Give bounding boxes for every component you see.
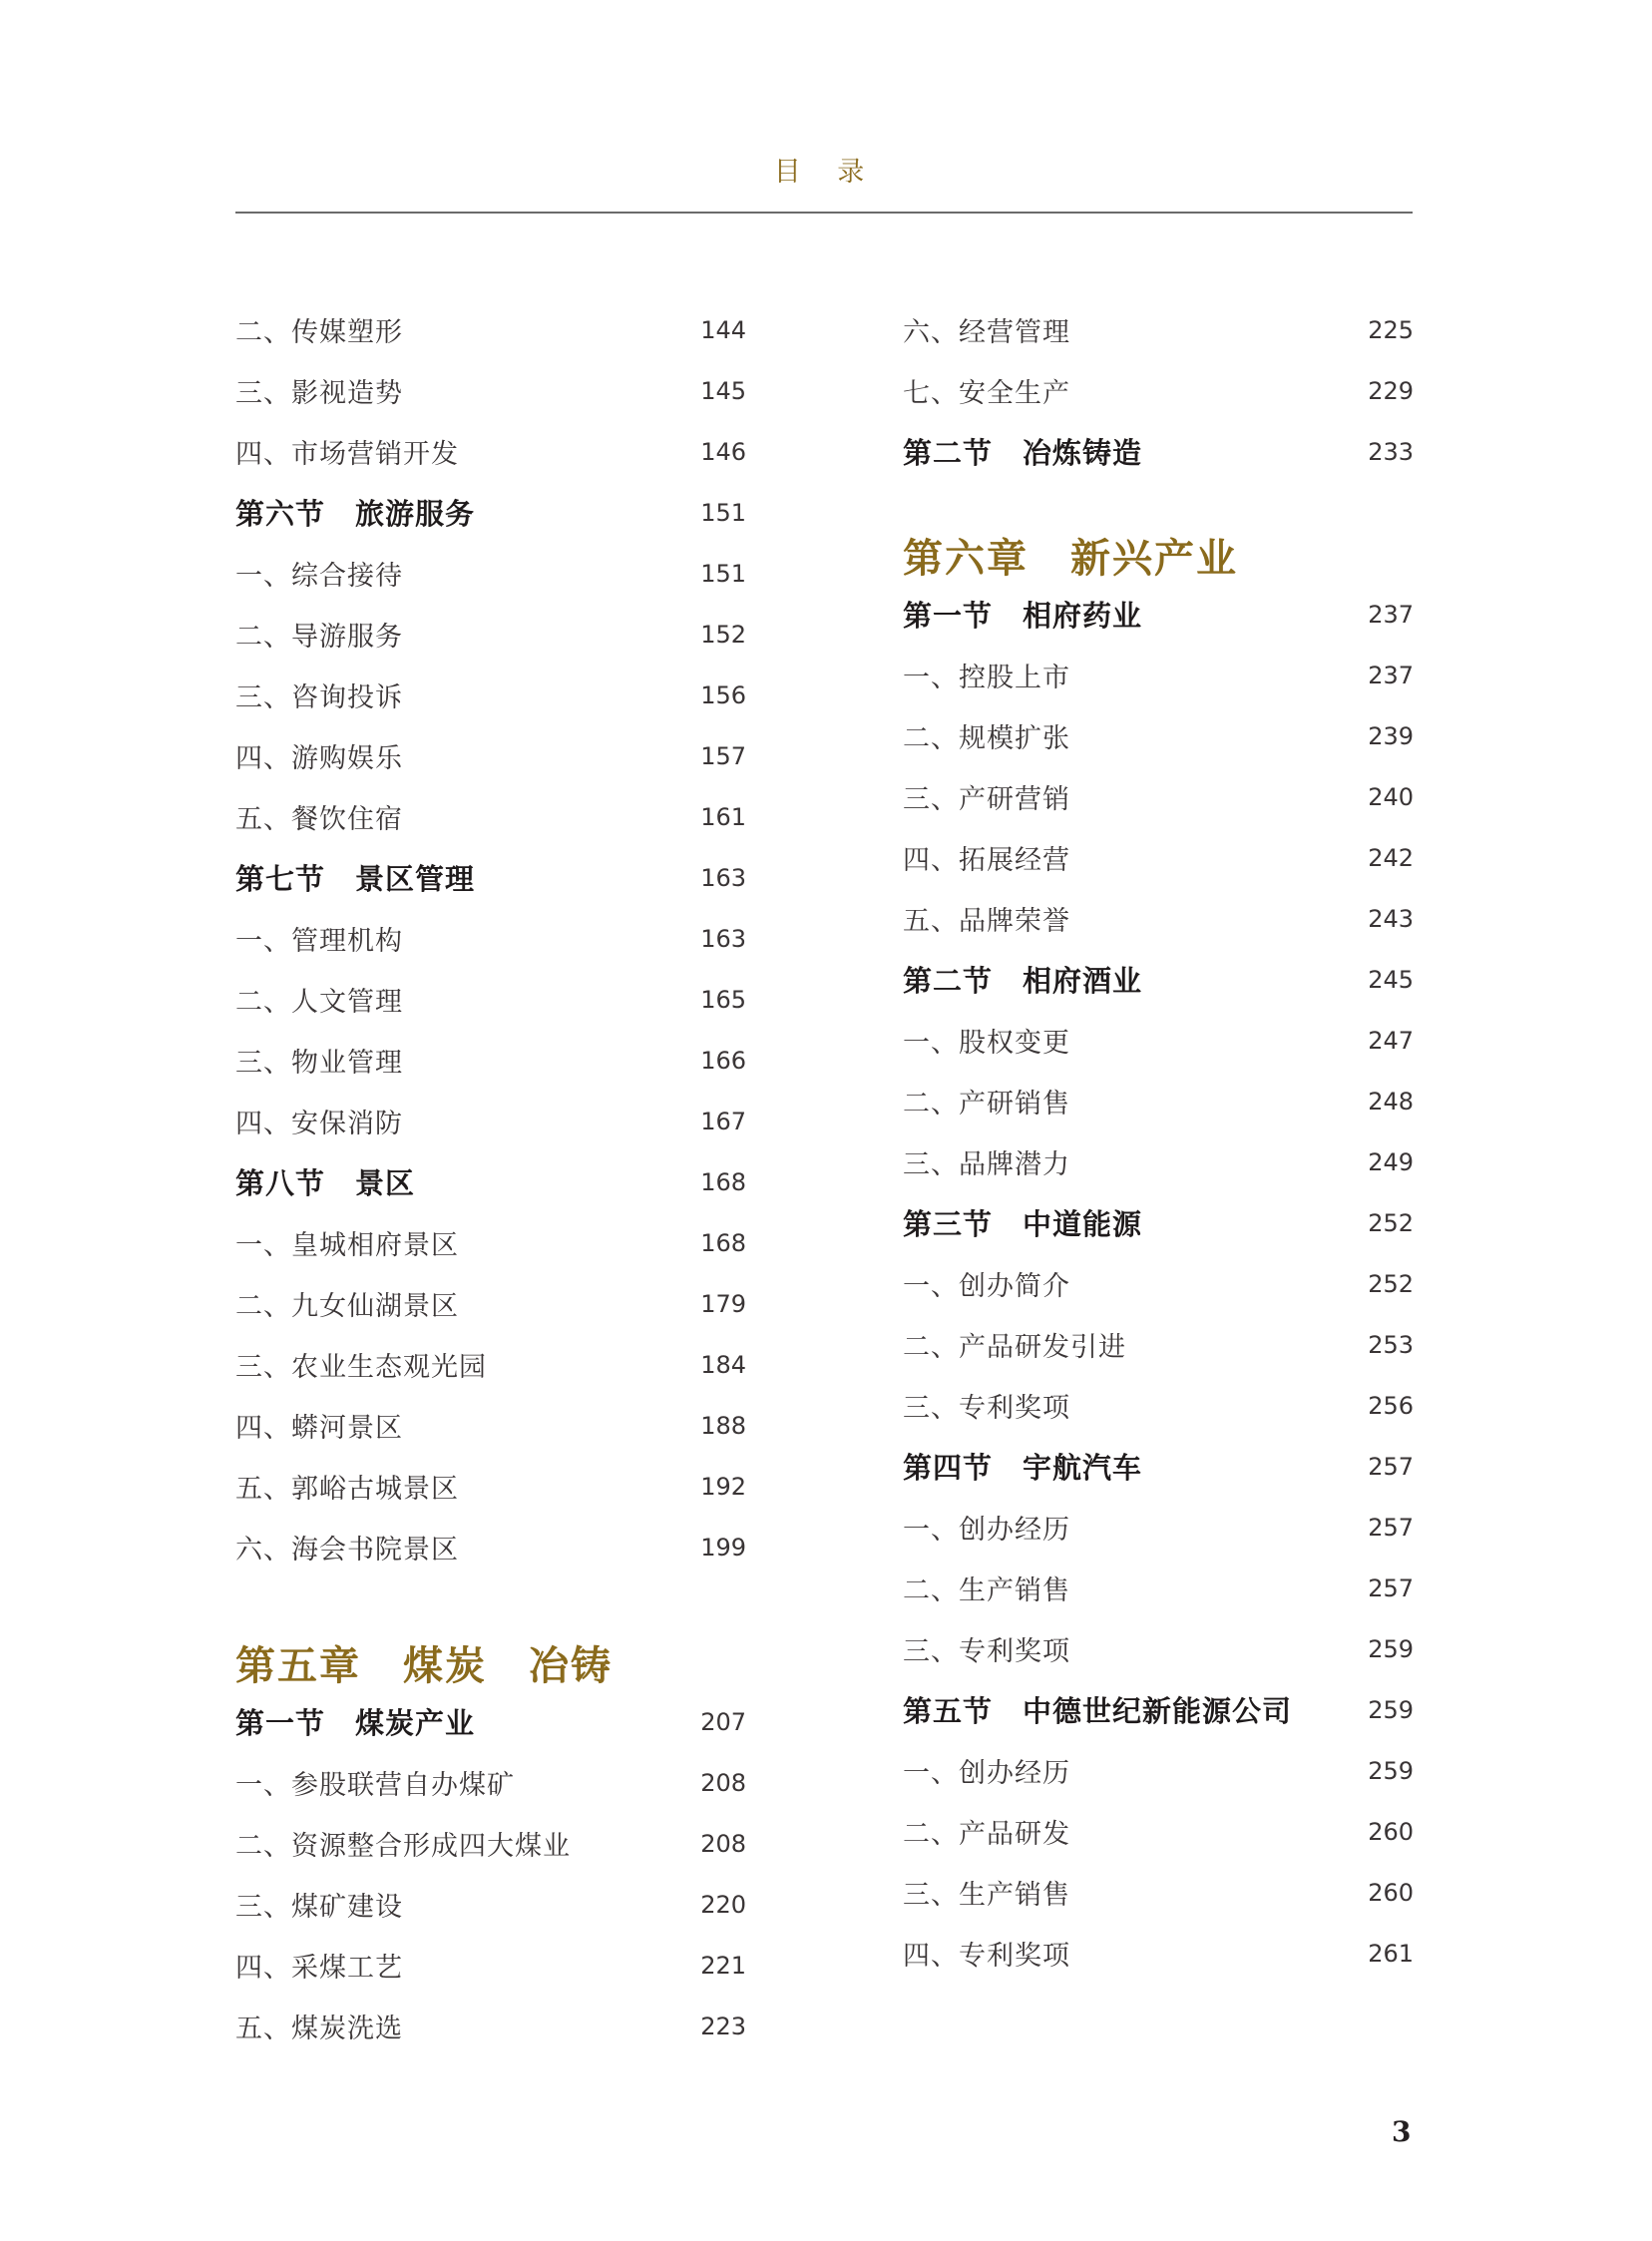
entry-label: 二、规模扩张 (903, 723, 1070, 754)
toc-section-entry[interactable] (235, 1151, 746, 1212)
entry-label: 三、咨询投诉 (235, 682, 403, 713)
entry-label: 六、海会书院景区 (235, 1535, 459, 1566)
entry-label: 一、股权变更 (903, 1028, 1070, 1059)
toc-item-entry[interactable] (235, 1813, 746, 1874)
entry-label: 三、农业生态观光园 (235, 1352, 487, 1383)
entry-label: 四、蟒河景区 (235, 1413, 403, 1444)
entry-label: 一、参股联营自办煤矿 (235, 1770, 515, 1801)
entry-page-number: 249 (1368, 1147, 1414, 1176)
toc-item-entry[interactable] (235, 1273, 746, 1334)
entry-page-number: 239 (1368, 721, 1414, 750)
left-entries-group (235, 299, 746, 1577)
entry-page-number: 245 (1368, 965, 1414, 994)
entry-page-number: 146 (700, 437, 746, 466)
entry-label: 三、生产销售 (903, 1880, 1070, 1911)
entry-page-number: 260 (1368, 1878, 1414, 1907)
entry-label: 五、品牌荣誉 (903, 906, 1070, 937)
toc-item-entry[interactable] (235, 1996, 746, 2056)
entry-label: 五、郭峪古城景区 (235, 1474, 459, 1505)
entry-page-number: 242 (1368, 843, 1414, 872)
entry-label: 二、生产销售 (903, 1575, 1070, 1606)
toc-item-entry[interactable] (903, 1618, 1414, 1679)
entry-label: 五、餐饮住宿 (235, 804, 403, 835)
toc-left-column (235, 299, 746, 2056)
toc-item-entry[interactable] (235, 1212, 746, 1273)
toc-item-entry[interactable] (903, 1801, 1414, 1862)
entry-label: 一、控股上市 (903, 663, 1070, 693)
entry-page-number: 237 (1368, 661, 1414, 689)
toc-item-entry[interactable] (903, 1497, 1414, 1558)
entry-label: 五、煤炭洗选 (235, 2014, 403, 2044)
toc-item-entry[interactable] (235, 665, 746, 725)
entry-page-number: 240 (1368, 782, 1414, 811)
entry-page-number: 208 (700, 1829, 746, 1858)
toc-item-entry[interactable] (903, 1558, 1414, 1618)
toc-item-entry[interactable] (235, 1456, 746, 1517)
entry-page-number: 168 (700, 1228, 746, 1257)
entry-page-number: 260 (1368, 1817, 1414, 1846)
entry-page-number: 252 (1368, 1269, 1414, 1298)
toc-item-entry[interactable] (235, 1935, 746, 1996)
toc-section-entry[interactable] (235, 482, 746, 543)
toc-item-entry[interactable] (903, 645, 1414, 705)
toc-item-entry[interactable] (235, 543, 746, 604)
right-entries-group (903, 299, 1414, 482)
entry-label: 二、产研销售 (903, 1089, 1070, 1120)
entry-page-number: 257 (1368, 1452, 1414, 1481)
toc-section-entry[interactable] (903, 421, 1414, 482)
entry-label: 六、经营管理 (903, 317, 1070, 348)
entry-page-number: 144 (700, 315, 746, 344)
entry-label: 三、影视造势 (235, 378, 403, 409)
chapter-heading[interactable]: 第五章 煤炭 冶铸 (235, 1643, 613, 1689)
toc-item-entry[interactable] (903, 1314, 1414, 1375)
toc-item-entry[interactable] (235, 604, 746, 665)
toc-item-entry[interactable] (235, 421, 746, 482)
entry-page-number: 163 (700, 924, 746, 953)
entry-label: 四、游购娱乐 (235, 743, 403, 774)
entry-label: 四、拓展经营 (903, 845, 1070, 876)
entry-label: 二、九女仙湖景区 (235, 1291, 459, 1322)
entry-page-number: 179 (700, 1289, 746, 1318)
entry-page-number: 156 (700, 680, 746, 709)
entry-page-number: 163 (700, 863, 746, 892)
entry-label: 四、安保消防 (235, 1109, 403, 1139)
toc-item-entry[interactable] (903, 299, 1414, 360)
toc-item-entry[interactable] (903, 827, 1414, 888)
entry-label: 二、传媒塑形 (235, 317, 403, 348)
toc-section-entry[interactable] (235, 847, 746, 908)
toc-item-entry[interactable] (235, 1030, 746, 1091)
entry-label: 二、人文管理 (235, 987, 403, 1018)
toc-item-entry[interactable] (903, 1071, 1414, 1131)
entry-page-number: 188 (700, 1411, 746, 1440)
entry-page-number: 261 (1368, 1939, 1414, 1968)
entry-label: 一、管理机构 (235, 926, 403, 957)
toc-item-entry[interactable] (903, 1253, 1414, 1314)
entry-label: 第三节 中道能源 (903, 1207, 1143, 1241)
entry-page-number: 253 (1368, 1330, 1414, 1359)
entry-page-number: 161 (700, 802, 746, 831)
toc-item-entry[interactable] (903, 1923, 1414, 1984)
entry-page-number: 199 (700, 1533, 746, 1562)
entry-label: 四、市场营销开发 (235, 439, 459, 470)
entry-label: 四、采煤工艺 (235, 1953, 403, 1984)
toc-item-entry[interactable] (903, 360, 1414, 421)
entry-label: 一、皇城相府景区 (235, 1230, 459, 1261)
toc-item-entry[interactable] (903, 766, 1414, 827)
entry-label: 三、品牌潜力 (903, 1149, 1070, 1180)
entry-label: 第二节 冶炼铸造 (903, 436, 1143, 470)
entry-page-number: 257 (1368, 1573, 1414, 1602)
entry-label: 一、创办经历 (903, 1758, 1070, 1789)
toc-item-entry[interactable] (235, 360, 746, 421)
entry-page-number: 145 (700, 376, 746, 405)
toc-item-entry[interactable] (235, 725, 746, 786)
entry-page-number: 184 (700, 1350, 746, 1379)
entry-page-number: 152 (700, 620, 746, 649)
toc-item-entry[interactable] (903, 1740, 1414, 1801)
entry-page-number: 256 (1368, 1391, 1414, 1420)
entry-page-number: 192 (700, 1472, 746, 1501)
entry-label: 三、煤矿建设 (235, 1892, 403, 1923)
toc-section-entry[interactable] (903, 584, 1414, 645)
entry-label: 四、专利奖项 (903, 1941, 1070, 1972)
entry-label: 二、产品研发 (903, 1819, 1070, 1850)
toc-item-entry[interactable] (235, 299, 746, 360)
toc-item-entry[interactable] (235, 1874, 746, 1935)
entry-page-number: 248 (1368, 1087, 1414, 1116)
entry-page-number: 207 (700, 1707, 746, 1736)
page-number: 3 (1392, 2115, 1412, 2148)
entry-label: 第一节 煤炭产业 (235, 1706, 476, 1740)
toc-item-entry[interactable] (235, 969, 746, 1030)
entry-label: 第八节 景区 (235, 1166, 416, 1200)
entry-page-number: 223 (700, 2012, 746, 2040)
entry-page-number: 220 (700, 1890, 746, 1919)
toc-item-entry[interactable] (903, 888, 1414, 949)
entry-label: 第六节 旅游服务 (235, 497, 476, 531)
entry-page-number: 165 (700, 985, 746, 1014)
toc-item-entry[interactable] (235, 1752, 746, 1813)
entry-label: 第一节 相府药业 (903, 599, 1143, 633)
entry-page-number: 259 (1368, 1756, 1414, 1785)
entry-label: 一、创办经历 (903, 1515, 1070, 1546)
entry-page-number: 208 (700, 1768, 746, 1797)
toc-section-entry[interactable] (903, 949, 1414, 1010)
toc-item-entry[interactable] (235, 1395, 746, 1456)
toc-item-entry[interactable] (903, 1131, 1414, 1192)
chapter-heading[interactable]: 第六章 新兴产业 (903, 536, 1238, 582)
entry-label: 第二节 相府酒业 (903, 964, 1143, 998)
entry-page-number: 167 (700, 1107, 746, 1135)
entry-page-number: 237 (1368, 600, 1414, 629)
entry-label: 第四节 宇航汽车 (903, 1451, 1143, 1485)
entry-page-number: 157 (700, 741, 746, 770)
toc-title: 目 录 (773, 157, 879, 188)
toc-item-entry[interactable] (903, 705, 1414, 766)
toc-section-entry[interactable] (235, 1691, 746, 1752)
entry-page-number: 243 (1368, 904, 1414, 933)
entry-label: 三、产研营销 (903, 784, 1070, 815)
entry-page-number: 166 (700, 1046, 746, 1075)
toc-item-entry[interactable] (235, 1517, 746, 1577)
entry-page-number: 225 (1368, 315, 1414, 344)
entry-label: 三、物业管理 (235, 1048, 403, 1079)
entry-label: 三、专利奖项 (903, 1636, 1070, 1667)
entry-label: 一、创办简介 (903, 1271, 1070, 1302)
entry-page-number: 259 (1368, 1695, 1414, 1724)
entry-label: 第七节 景区管理 (235, 862, 476, 896)
entry-page-number: 168 (700, 1167, 746, 1196)
entry-label: 二、资源整合形成四大煤业 (235, 1831, 571, 1862)
entry-page-number: 151 (700, 559, 746, 588)
toc-right-column (903, 299, 1414, 1984)
toc-item-entry[interactable] (903, 1862, 1414, 1923)
entry-label: 七、安全生产 (903, 378, 1070, 409)
toc-item-entry[interactable] (903, 1375, 1414, 1436)
toc-item-entry[interactable] (235, 1334, 746, 1395)
toc-section-entry[interactable] (903, 1679, 1414, 1740)
toc-item-entry[interactable] (235, 1091, 746, 1151)
entry-page-number: 259 (1368, 1634, 1414, 1663)
entry-label: 第五节 中德世纪新能源公司 (903, 1694, 1293, 1728)
toc-item-entry[interactable] (903, 1010, 1414, 1071)
toc-section-entry[interactable] (903, 1436, 1414, 1497)
entry-page-number: 151 (700, 498, 746, 527)
entry-label: 二、导游服务 (235, 622, 403, 653)
toc-item-entry[interactable] (235, 908, 746, 969)
entry-page-number: 233 (1368, 437, 1414, 466)
header-rule (235, 212, 1413, 214)
entry-page-number: 257 (1368, 1513, 1414, 1542)
entry-page-number: 229 (1368, 376, 1414, 405)
entry-page-number: 247 (1368, 1026, 1414, 1055)
entry-label: 二、产品研发引进 (903, 1332, 1126, 1363)
right-entries-group (903, 584, 1414, 1984)
entry-page-number: 252 (1368, 1208, 1414, 1237)
entry-label: 三、专利奖项 (903, 1393, 1070, 1424)
entry-label: 一、综合接待 (235, 561, 403, 592)
toc-section-entry[interactable] (903, 1192, 1414, 1253)
left-entries-group (235, 1691, 746, 2056)
entry-page-number: 221 (700, 1951, 746, 1980)
toc-item-entry[interactable] (235, 786, 746, 847)
